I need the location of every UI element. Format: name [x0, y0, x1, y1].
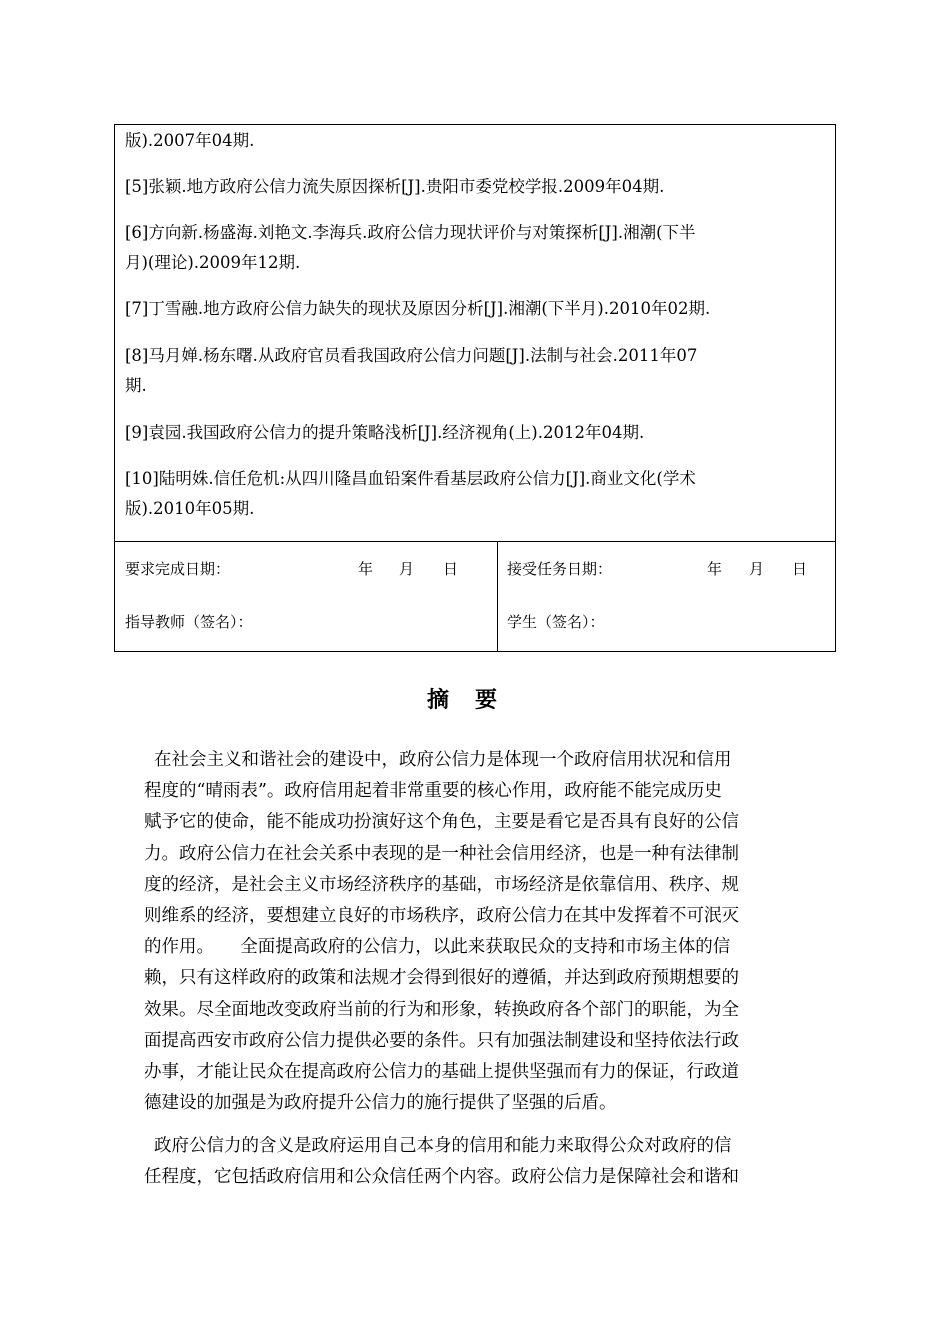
abstract-paragraph: 政府公信力的含义是政府运用自己本身的信用和能力来取得公众对政府的信 任程度，它包括政府信用和公众信任两个内容。政府公信力是保障社会和谐和 — [144, 1136, 739, 1188]
accept-day-unit: 日 — [792, 560, 808, 578]
signature-table — [114, 541, 836, 652]
abstract-heading: 摘要 — [426, 688, 523, 713]
required-day-unit: 日 — [443, 560, 459, 578]
reference-item: [8]马月婵.杨东曙.从政府官员看我国政府公信力问题[J].法制与社会.2011年07 期. — [125, 346, 698, 395]
reference-item: 版).2007年04期. — [125, 131, 255, 150]
table-divider — [497, 542, 498, 651]
accept-date-label: 接受任务日期： — [507, 560, 613, 578]
required-date-label: 要求完成日期： — [125, 560, 231, 578]
reference-item: [7]丁雪融.地方政府公信力缺失的现状及原因分析[J].湘潮(下半月).2010年02期. — [125, 299, 711, 318]
required-year-unit: 年 — [358, 560, 374, 578]
reference-item: [9]袁园.我国政府公信力的提升策略浅析[J].经济视角(上).2012年04期. — [125, 423, 645, 442]
required-month-unit: 月 — [399, 560, 415, 578]
references-box — [114, 124, 836, 542]
teacher-signature-label: 指导教师（签名）： — [125, 613, 253, 631]
reference-item: [5]张颖.地方政府公信力流失原因探析[J].贵阳市委党校学报.2009年04期. — [125, 177, 665, 196]
reference-item: [10]陆明姝.信任危机:从四川隆昌血铅案件看基层政府公信力[J].商业文化(学术 版).2010年05期. — [125, 469, 696, 518]
accept-month-unit: 月 — [749, 560, 765, 578]
reference-item: [6]方向新.杨盛海.刘艳文.李海兵.政府公信力现状评价与对策探析[J].湘潮(下半 月)(理论).2009年12期. — [125, 223, 696, 272]
accept-year-unit: 年 — [707, 560, 723, 578]
student-signature-label: 学生（签名）： — [507, 613, 605, 631]
abstract-paragraph: 在社会主义和谐社会的建设中，政府公信力是体现一个政府信用状况和信用 程度的“晴雨表”。政府信用起着非常重要的核心作用，政府能不能完成历史 赋予它的使命，能不能成功扮演好这个角色，主要是看它是否具有良好的公信 力。政府公信力在社会关系中表现的是一种社会信用经济，也是一种有法律制 度的经济，是社会主义市场经济秩序的基础，市场经济是依靠信用、秩序、规 则维系的经济，要想建立良好的市场秩序，政府公信力在其中发挥着不可泯灭 的作用。 全面提高政府的公信力，以此来获取民众的支持和市场主体的信 赖，只有这样政府的政策和法规才会得到很好的遵循，并达到政府预期想要的 效果。尽全面地改变政府当前的行为和形象，转换政府各个部门的职能，为全 面提高西安市政府公信力提供必要的条件。只有加强法制建设和坚持依法行政 办事，才能让民众在提高政府公信力的基础上提供坚强而有力的保证，行政道 德建设的加强是为政府提升公信力的施行提供了坚强的后盾。 — [144, 750, 739, 1114]
